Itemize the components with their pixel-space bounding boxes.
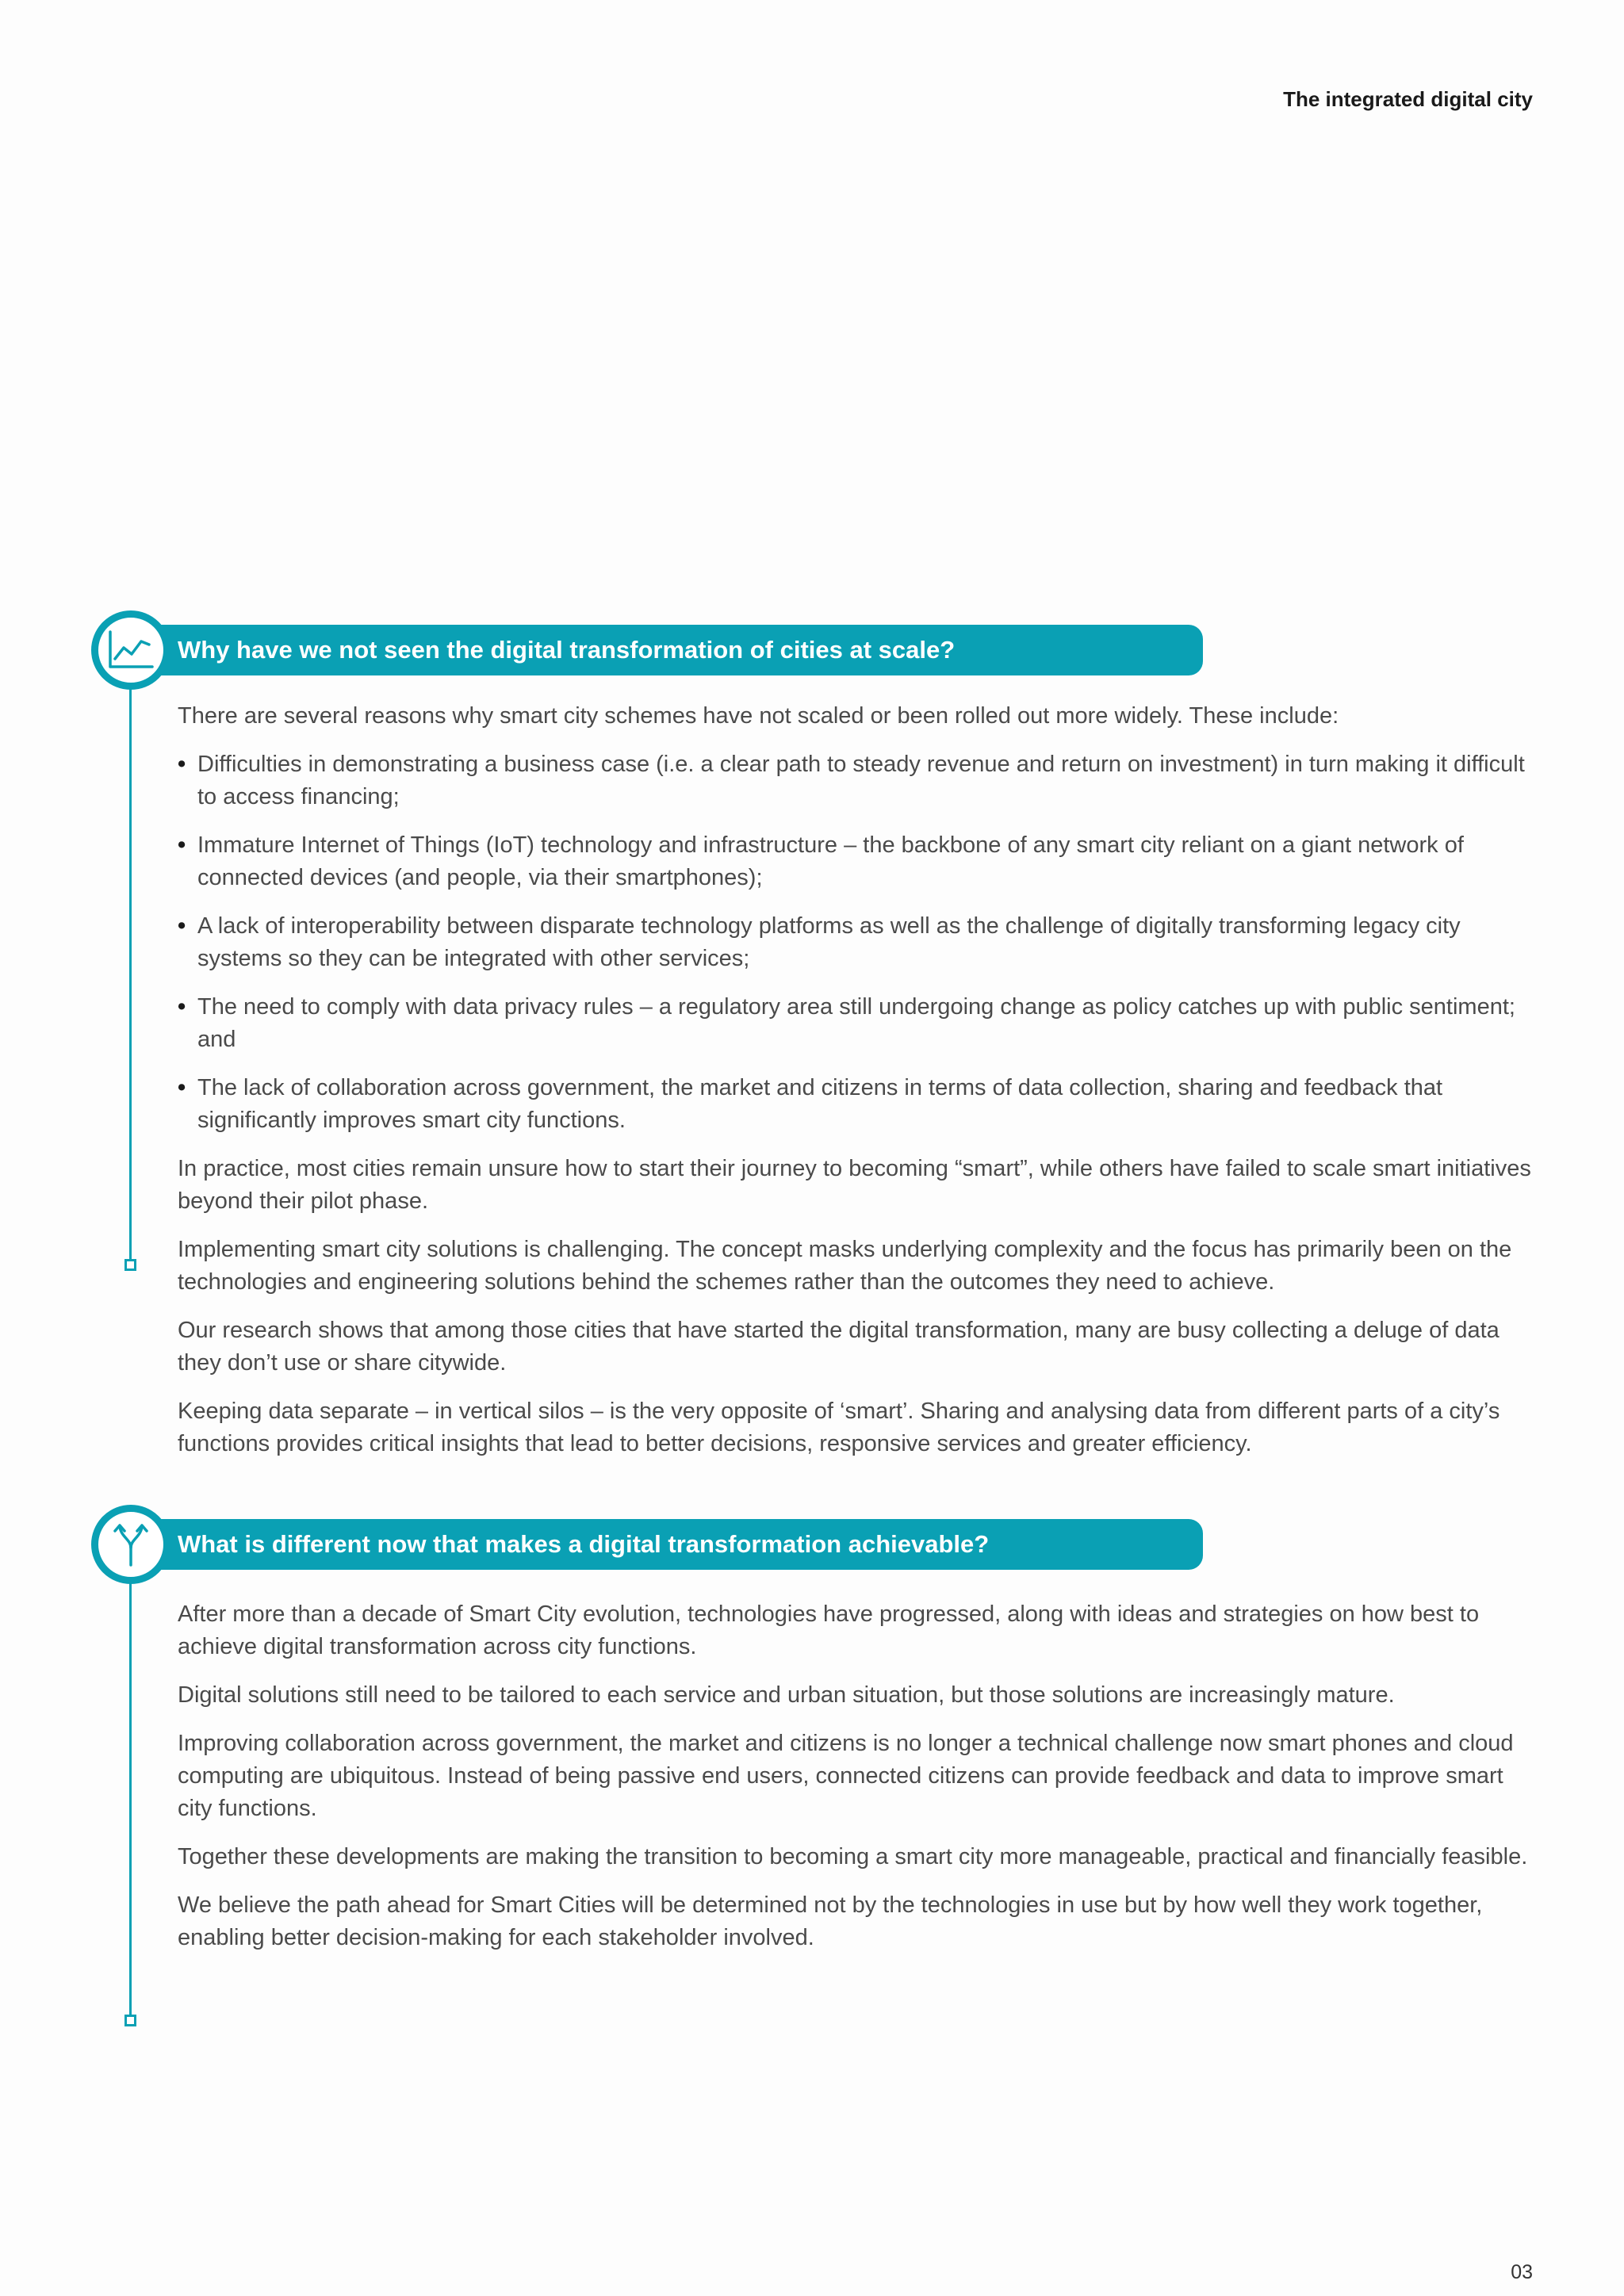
section-body (178, 1598, 1534, 1970)
list-item-text: Immature Internet of Things (IoT) technology and infrastructure – the backbone of any smart city reliant on a giant network of connected devices (and people, via their smartphones); (197, 832, 1464, 890)
list-item (178, 991, 1534, 1056)
section-heading: Why have we not seen the digital transformation of cities at scale? (178, 636, 956, 664)
bullet-icon: • (178, 994, 186, 1020)
merge-arrows-icon (91, 1505, 170, 1584)
bullet-icon: • (178, 1075, 186, 1100)
body-paragraph: Together these developments are making the transition to becoming a smart city more manageable, practical and financially feasible. (178, 1844, 1528, 1869)
page-number: 03 (1511, 2261, 1533, 2283)
list-item (178, 748, 1534, 813)
list-item (178, 910, 1534, 975)
bullet-icon: • (178, 832, 186, 858)
intro-paragraph: There are several reasons why smart city schemes have not scaled or been rolled out more widely. These include: (178, 703, 1339, 729)
body-paragraph: Implementing smart city solutions is challenging. The concept masks underlying complexity and the focus has primarily been on the technologies and engineering solutions behind the schemes rather than the outcomes they need to achieve. (178, 1237, 1512, 1295)
list-item-text: Difficulties in demonstrating a business case (i.e. a clear path to steady revenue and return on investment) in turn making it difficult to access financing; (197, 752, 1525, 809)
section-body (178, 700, 1534, 1476)
section-heading: What is different now that makes a digital transformation achievable? (178, 1530, 990, 1558)
timeline-end-marker (124, 2015, 136, 2026)
timeline-line (129, 686, 132, 1261)
list-item-text: A lack of interoperability between disparate technology platforms as well as the challenge of digitally transforming legacy city systems so they can be integrated with other services; (197, 913, 1461, 971)
timeline-end-marker (124, 1259, 136, 1271)
list-item-text: The need to comply with data privacy rules – a regulatory area still undergoing change as policy catches up with public sentiment; and (197, 994, 1515, 1052)
body-paragraph: After more than a decade of Smart City evolution, technologies have progressed, along with ideas and strategies on how best to achieve digital transformation across city functions. (178, 1601, 1480, 1659)
line-chart-icon (91, 610, 170, 690)
body-paragraph: We believe the path ahead for Smart Cities will be determined not by the technologies in use but by how well they work together, enabling better decision-making for each stakeholder involved. (178, 1892, 1483, 1950)
reasons-list (178, 748, 1534, 1137)
list-item-text: The lack of collaboration across government, the market and citizens in terms of data collection, sharing and feedback that significantly improves smart city functions. (197, 1075, 1443, 1133)
list-item (178, 1072, 1534, 1137)
body-paragraph: In practice, most cities remain unsure how to start their journey to becoming “smart”, while others have failed to scale smart initiatives beyond their pilot phase. (178, 1156, 1531, 1214)
body-paragraph: Digital solutions still need to be tailored to each service and urban situation, but those solutions are increasingly mature. (178, 1682, 1395, 1708)
bullet-icon: • (178, 913, 186, 939)
body-paragraph: Improving collaboration across government, the market and citizens is no longer a technical challenge now smart phones and cloud computing are ubiquitous. Instead of being passive end users, connected citizens can provide feedback and data to improve smart city functions. (178, 1731, 1514, 1821)
body-paragraph: Keeping data separate – in vertical silos – is the very opposite of ‘smart’. Sharing and analysing data from different parts of a city’s functions provides critical insights that lead to better decisions, responsive services and greater efficiency. (178, 1399, 1500, 1456)
body-paragraph: Our research shows that among those cities that have started the digital transformation, many are busy collecting a deluge of data they don’t use or share citywide. (178, 1318, 1500, 1376)
timeline-line (129, 1580, 132, 2016)
list-item (178, 829, 1534, 894)
bullet-icon: • (178, 752, 186, 777)
running-header-title: The integrated digital city (1283, 87, 1533, 111)
